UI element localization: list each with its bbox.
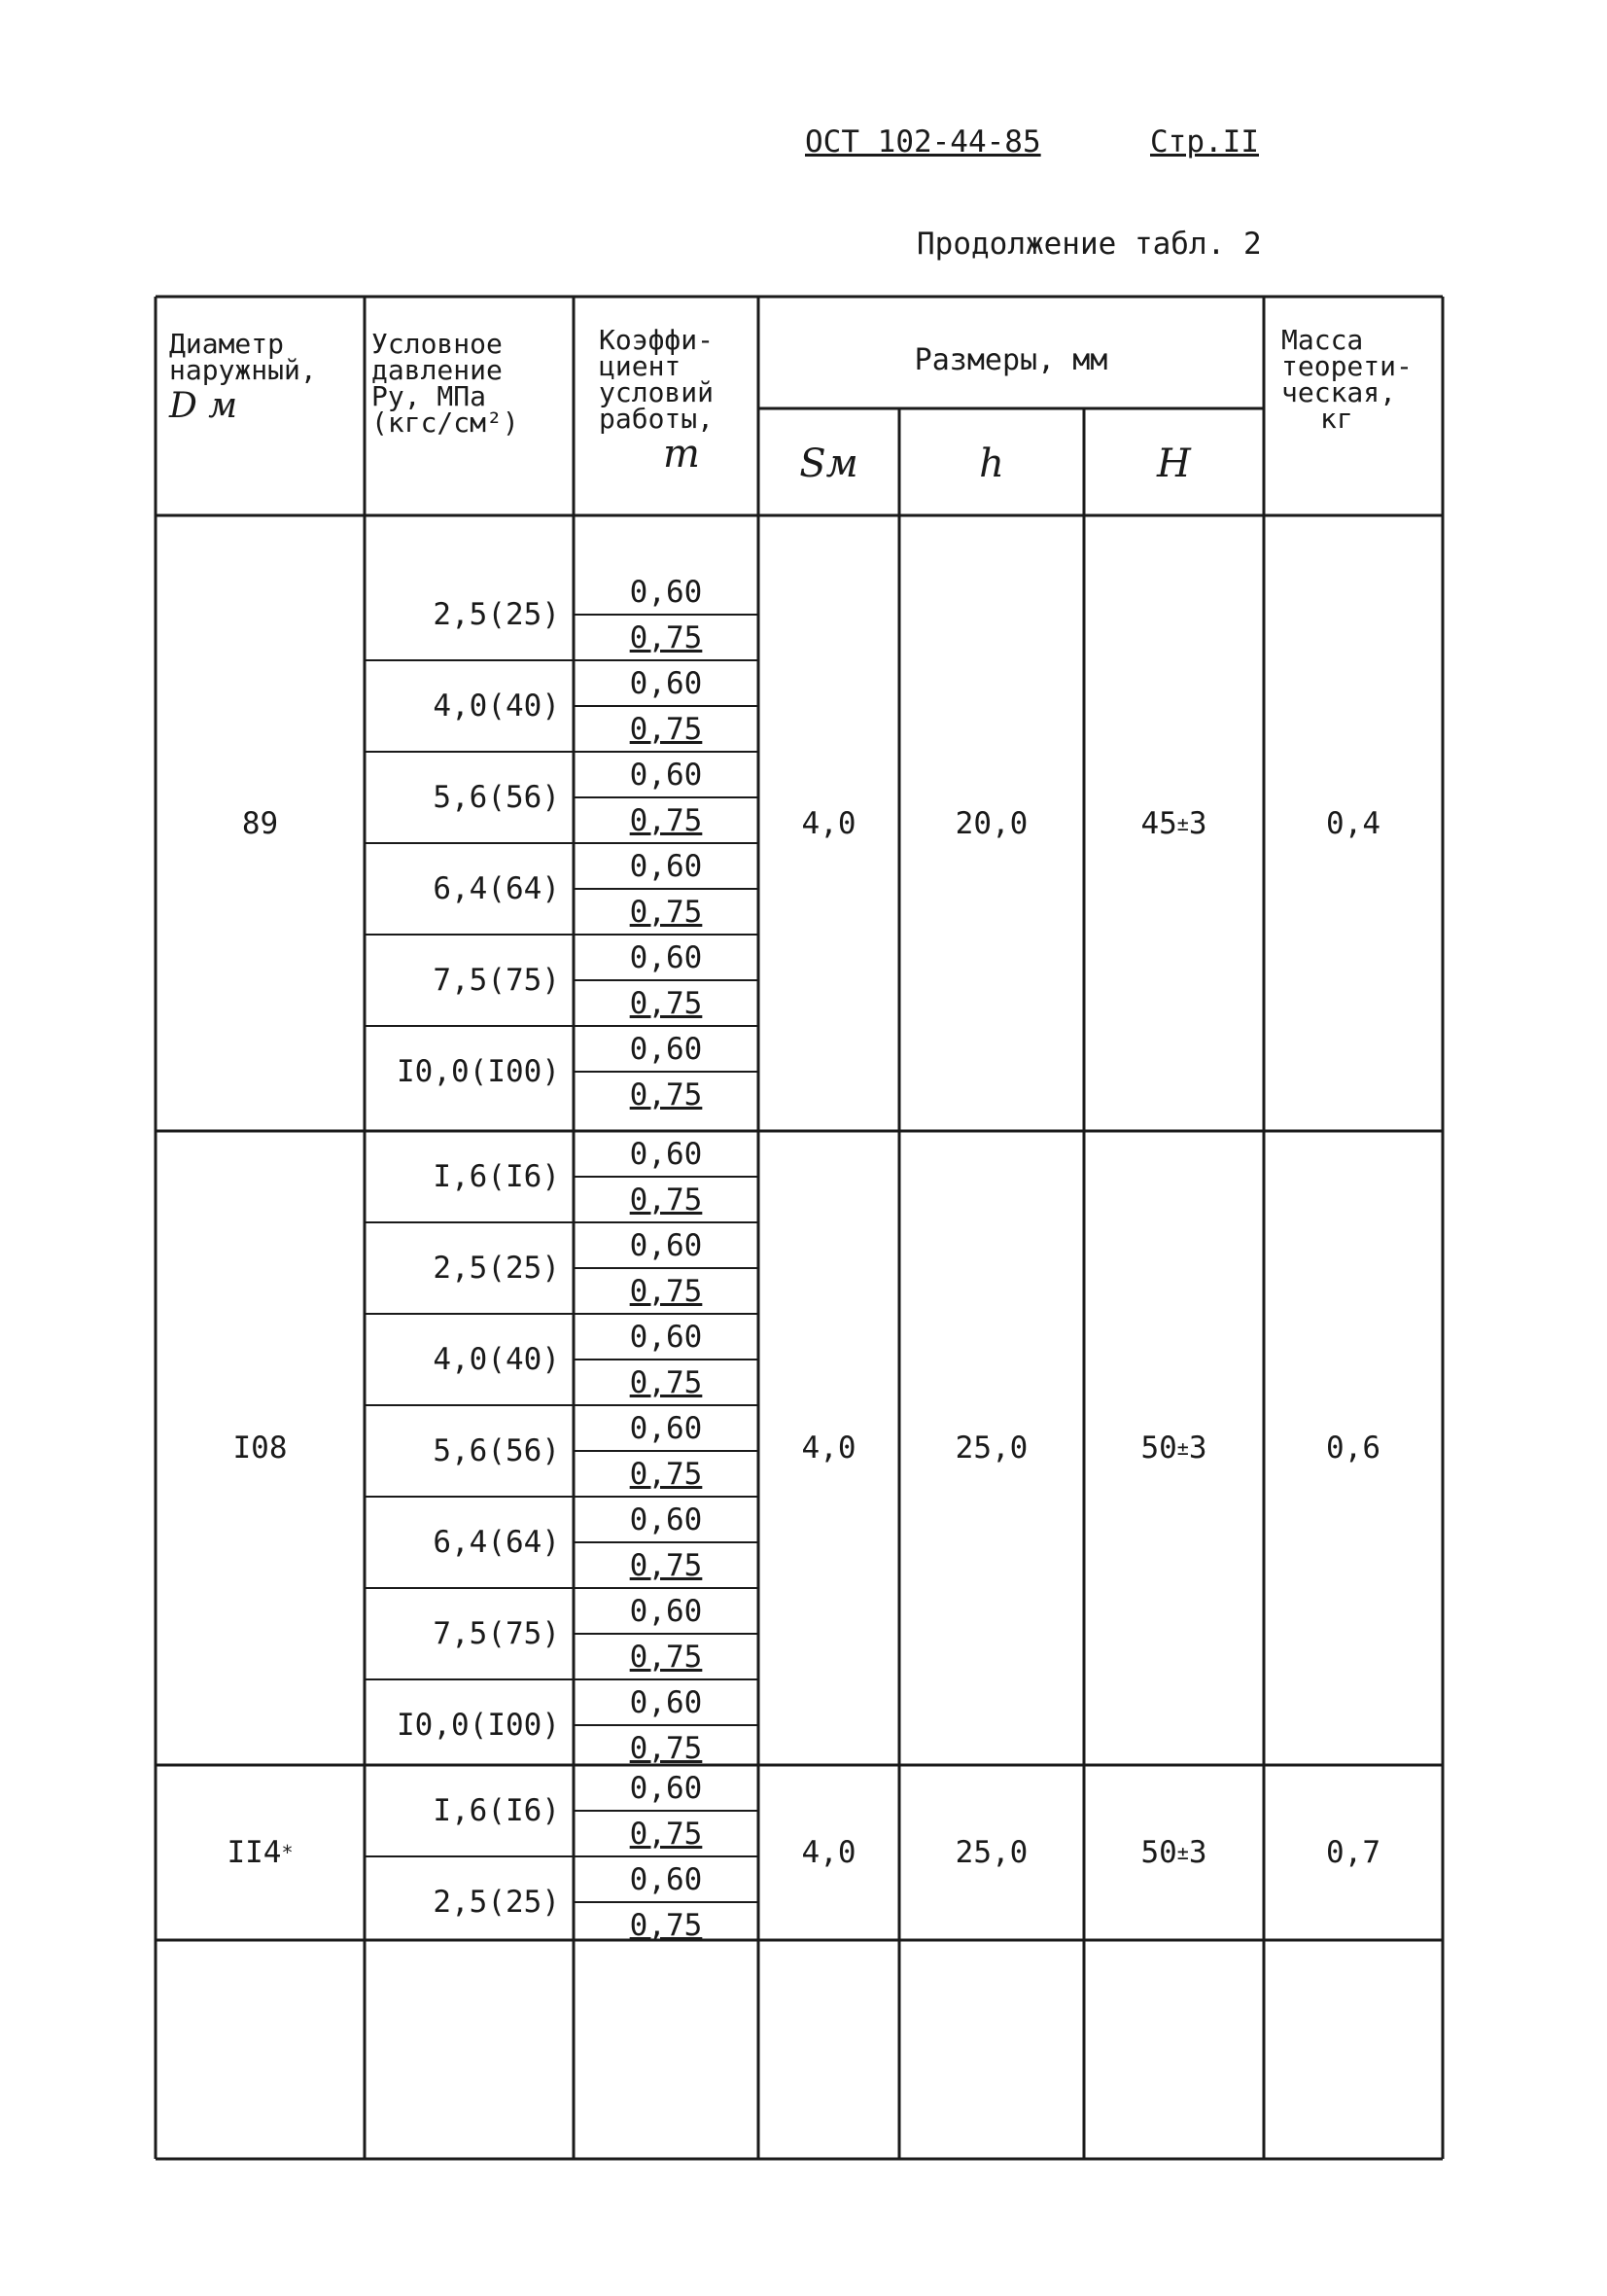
diameter-cell: I08 [232, 1431, 288, 1466]
wall-thickness-cell: 4,0 [801, 1431, 856, 1466]
pressure-cell: I,6(I6) [433, 1793, 560, 1828]
col-header-h: h [979, 441, 1004, 486]
pressure-cell: 6,4(64) [433, 871, 560, 906]
coefficient-cell: 0,60 [629, 848, 703, 884]
pressure-cell: I0,0(I00) [397, 1708, 560, 1743]
coefficient-cell: 0,75 [629, 1273, 703, 1309]
coefficient-cell: 0,60 [629, 1227, 703, 1263]
coefficient-cell: 0,60 [629, 574, 703, 610]
pressure-cell: 5,6(56) [433, 1433, 560, 1468]
coefficient-cell: 0,75 [629, 1639, 703, 1675]
mass-cell: 0,7 [1326, 1835, 1380, 1870]
coefficient-cell: 0,75 [629, 1730, 703, 1766]
coefficient-cell: 0,60 [629, 665, 703, 701]
document-code: ОСТ 102-44-85 [805, 124, 1041, 159]
coefficient-cell: 0,60 [629, 1319, 703, 1355]
coefficient-cell: 0,60 [629, 1684, 703, 1720]
coefficient-cell: 0,60 [629, 1410, 703, 1446]
coefficient-cell: 0,75 [629, 1364, 703, 1400]
pressure-cell: 7,5(75) [433, 963, 560, 998]
coefficient-cell: 0,75 [629, 1547, 703, 1583]
height-H-cell: 50 ± 3 [1140, 1835, 1207, 1870]
wall-thickness-cell: 4,0 [801, 805, 856, 841]
mass-cell: 0,6 [1326, 1431, 1380, 1466]
coefficient-cell: 0,75 [629, 802, 703, 838]
pressure-cell: 4,0(40) [433, 1342, 560, 1377]
diameter-cell: 89 [241, 805, 279, 841]
height-h-cell: 20,0 [955, 805, 1029, 841]
coefficient-cell: 0,60 [629, 1593, 703, 1629]
col-header-coefficient: Коэффи- циент условий работы, m [599, 324, 715, 477]
pressure-cell: 2,5(25) [433, 1251, 560, 1286]
coefficient-cell: 0,60 [629, 939, 703, 975]
coefficient-cell: 0,60 [629, 1136, 703, 1172]
height-H-cell: 45 ± 3 [1140, 805, 1207, 841]
coefficient-cell: 0,60 [629, 1770, 703, 1806]
pressure-cell: 7,5(75) [433, 1616, 560, 1651]
coefficient-cell: 0,75 [629, 1456, 703, 1492]
height-H-cell: 50 ± 3 [1140, 1431, 1207, 1466]
col-header-diameter: Диаметр наружный, D м [169, 328, 317, 426]
pressure-cell: I0,0(I00) [397, 1054, 560, 1089]
coefficient-cell: 0,75 [629, 619, 703, 655]
col-header-s: Sм [799, 441, 858, 486]
height-h-cell: 25,0 [955, 1431, 1029, 1466]
coefficient-cell: 0,75 [629, 711, 703, 747]
coefficient-cell: 0,60 [629, 1031, 703, 1067]
pressure-cell: 2,5(25) [433, 597, 560, 632]
coefficient-cell: 0,75 [629, 1077, 703, 1113]
coefficient-cell: 0,75 [629, 1816, 703, 1852]
coefficient-cell: 0,75 [629, 1907, 703, 1943]
mass-cell: 0,4 [1326, 805, 1380, 841]
coefficient-cell: 0,75 [629, 1182, 703, 1218]
col-header-mass: Масса теорети- ческая, кг [1281, 324, 1413, 435]
pressure-cell: 2,5(25) [433, 1885, 560, 1920]
coefficient-cell: 0,60 [629, 757, 703, 793]
coefficient-cell: 0,60 [629, 1501, 703, 1537]
page-number: Стр.II [1150, 124, 1259, 159]
pressure-cell: 5,6(56) [433, 780, 560, 815]
wall-thickness-cell: 4,0 [801, 1835, 856, 1870]
col-header-pressure: Условное давление Pу, МПа (кгс/см²) [371, 328, 519, 439]
col-header-dimensions: Размеры, мм [914, 342, 1108, 377]
height-h-cell: 25,0 [955, 1835, 1029, 1870]
table-continuation-caption: Продолжение табл. 2 [917, 227, 1262, 262]
coefficient-cell: 0,60 [629, 1861, 703, 1897]
pressure-cell: 4,0(40) [433, 689, 560, 724]
coefficient-cell: 0,75 [629, 894, 703, 930]
pressure-cell: I,6(I6) [433, 1159, 560, 1194]
coefficient-cell: 0,75 [629, 985, 703, 1021]
pressure-cell: 6,4(64) [433, 1525, 560, 1560]
col-header-H: H [1157, 441, 1191, 486]
diameter-cell: II4 * [227, 1835, 294, 1870]
